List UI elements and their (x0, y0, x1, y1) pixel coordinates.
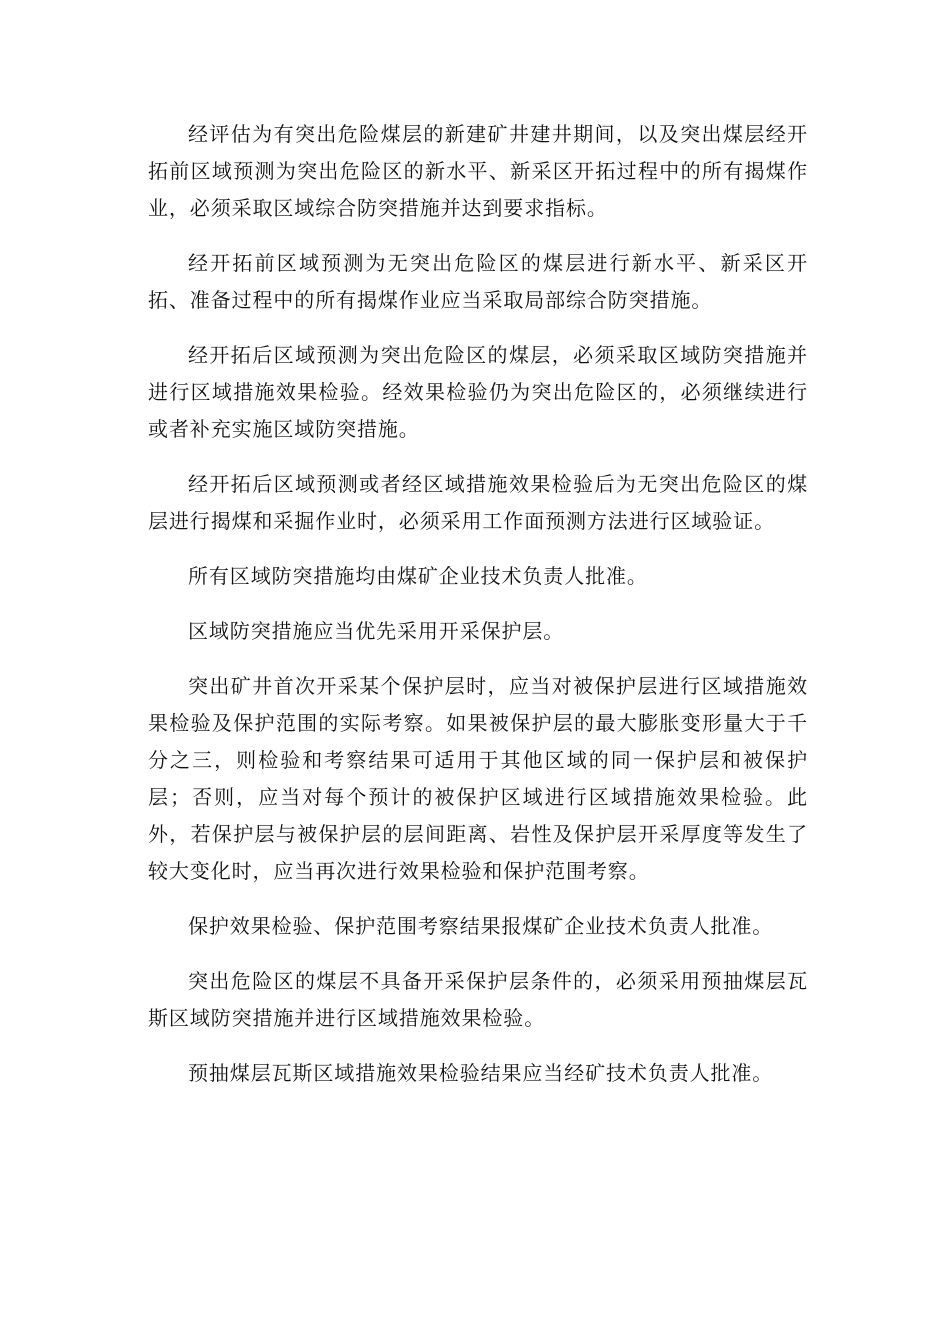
paragraph-10: 预抽煤层瓦斯区域措施效果检验结果应当经矿技术负责人批准。 (188, 1061, 774, 1085)
document-body (148, 116, 808, 1110)
paragraph-3: 经开拓后区域预测为突出危险区的煤层，必须采取区域防突措施并进行区域措施效果检验。经效果检验仍为突出危险区的，必须继续进行或者补充实施区域防突措施。 (148, 343, 808, 441)
paragraph-8: 保护效果检验、保护范围考察结果报煤矿企业技术负责人批准。 (188, 914, 774, 938)
paragraph-2: 经开拓前区域预测为无突出危险区的煤层进行新水平、新采区开拓、准备过程中的所有揭煤作业应当采取局部综合防突措施。 (148, 251, 808, 312)
paragraph-6: 区域防突措施应当优先采用开采保护层。 (188, 619, 565, 643)
paragraph-7: 突出矿井首次开采某个保护层时，应当对被保护层进行区域措施效果检验及保护范围的实际考察。如果被保护层的最大膨胀变形量大于千分之三，则检验和考察结果可适用于其他区域的同一保护层和被保护层；否则，应当对每个预计的被保护区域进行区域措施效果检验。此外，若保护层与被保护层的层间距离、岩性及保护层开采厚度等发生了较大变化时，应当再次进行效果检验和保护范围考察。 (148, 674, 808, 883)
paragraph-5: 所有区域防突措施均由煤矿企业技术负责人批准。 (188, 564, 648, 588)
paragraph-1: 经评估为有突出危险煤层的新建矿井建井期间，以及突出煤层经开拓前区域预测为突出危险区的新水平、新采区开拓过程中的所有揭煤作业，必须采取区域综合防突措施并达到要求指标。 (148, 122, 808, 220)
paragraph-4: 经开拓后区域预测或者经区域措施效果检验后为无突出危险区的煤层进行揭煤和采掘作业时，必须采用工作面预测方法进行区域验证。 (148, 472, 808, 533)
paragraph-9: 突出危险区的煤层不具备开采保护层条件的，必须采用预抽煤层瓦斯区域防突措施并进行区域措施效果检验。 (148, 969, 808, 1030)
